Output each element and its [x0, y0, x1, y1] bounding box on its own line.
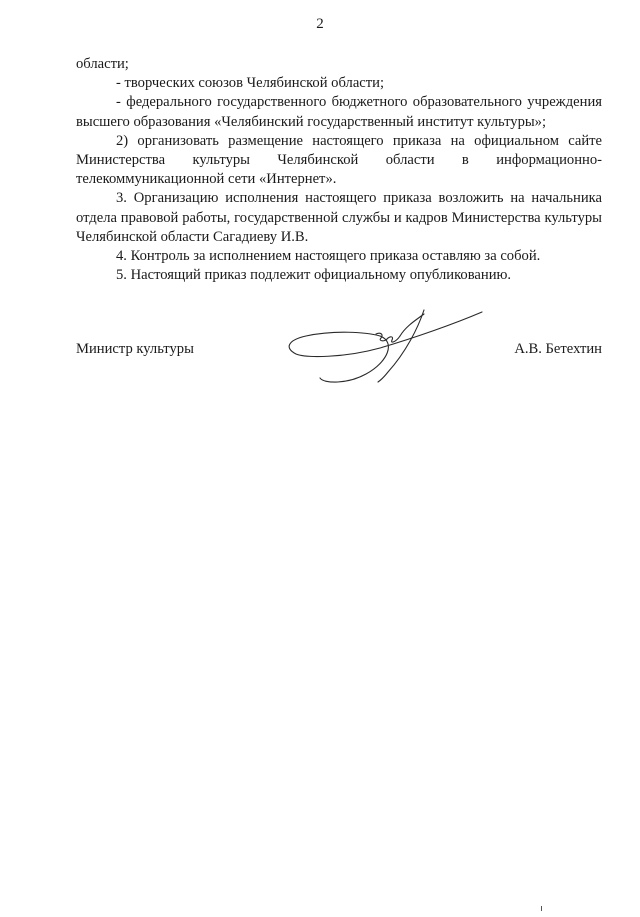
paragraph-item-4: 4. Контроль за исполнением настоящего приказа оставляю за собой. — [116, 248, 541, 265]
scan-mark — [541, 906, 542, 911]
paragraph-continuation: области; — [76, 56, 129, 72]
paragraph-institute: - федерального государственного бюджетного образовательного учреждения высшего образования «Челябинский государственный институт культуры»; — [76, 94, 602, 130]
document-body — [76, 55, 602, 285]
handwritten-signature — [284, 296, 484, 396]
paragraph-item-2: 2) организовать размещение настоящего приказа на официальном сайте Министерства культуры Челябинской области в информационно-телекоммуникационной сети «Интернет». — [76, 132, 602, 188]
page-number: 2 — [316, 16, 324, 32]
paragraph-item-5: 5. Настоящий приказ подлежит официальному опубликованию. — [116, 267, 512, 284]
signatory-name: А.В. Бетехтин — [514, 341, 602, 357]
paragraph-item-3: 3. Организацию исполнения настоящего приказа возложить на начальника отдела правовой работы, государственной службы и кадров Министерства культуры Челябинской области Сагадиеву И.В. — [76, 190, 602, 245]
signatory-title: Министр культуры — [76, 341, 194, 357]
paragraph-creative-unions: - творческих союзов Челябинской области; — [116, 75, 385, 92]
